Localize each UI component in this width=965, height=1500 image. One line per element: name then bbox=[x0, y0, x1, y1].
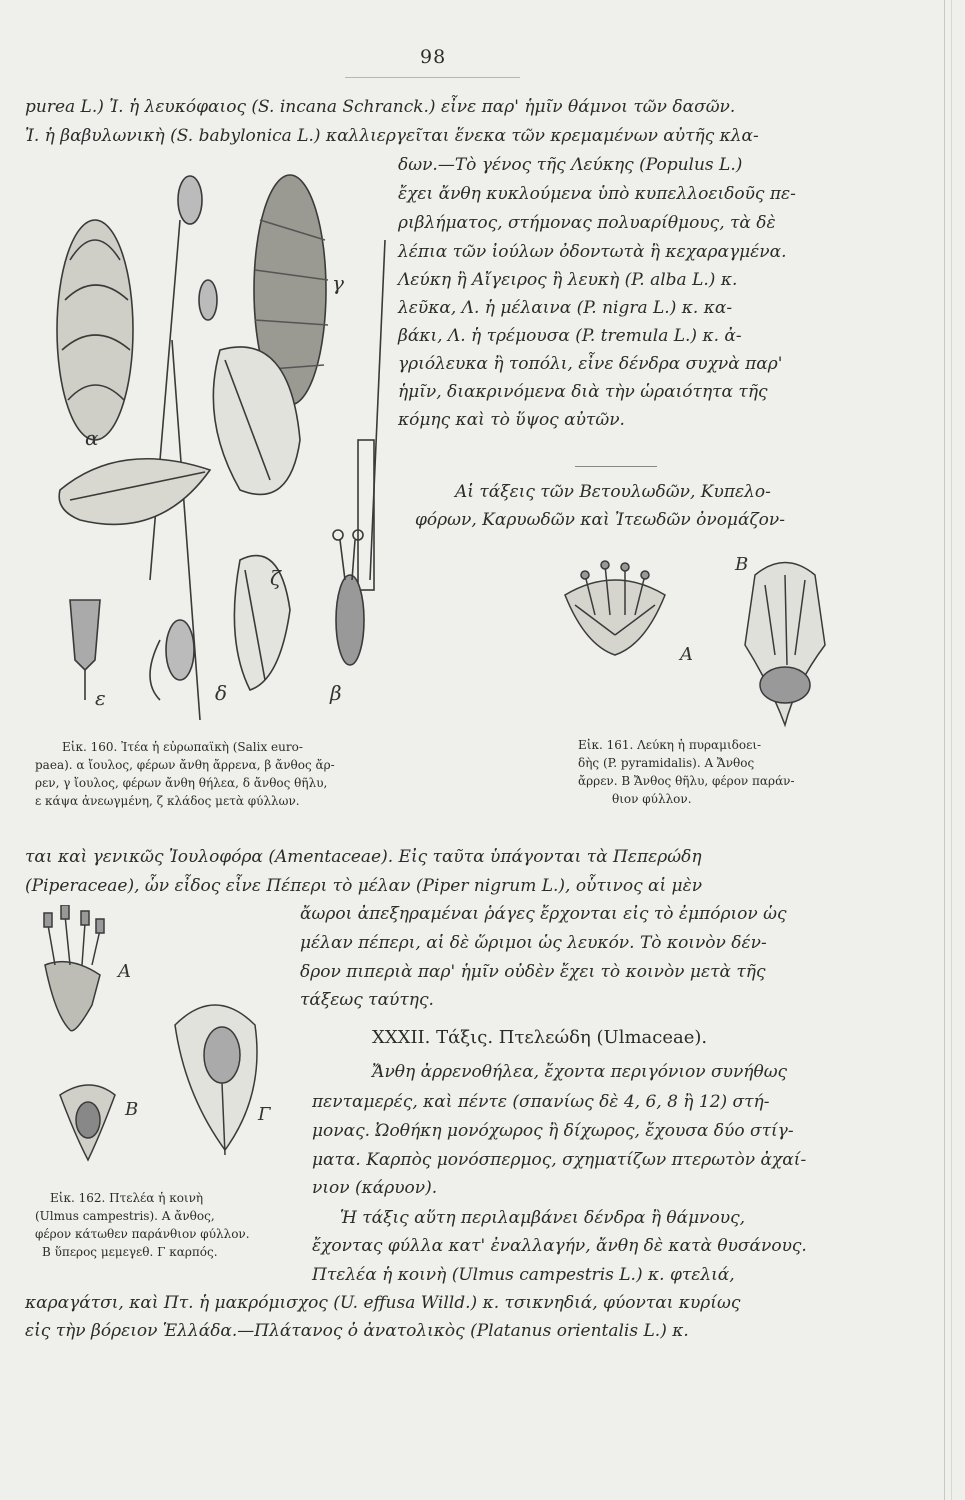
text-line: δρον πιπεριὰ παρ' ἡμῖν οὐδὲν ἔχει τὸ κοινὸν μετὰ τῆς bbox=[300, 962, 766, 982]
figure-label: Α bbox=[118, 961, 131, 982]
text-line: Λεύκη ἢ Αἴγειρος ἢ λευκὴ (P. alba L.) κ. bbox=[398, 270, 738, 290]
text-line: Ἄνθη ἀρρενοθήλεα, ἔχοντα περιγόνιον συνήθως bbox=[372, 1062, 788, 1082]
text-line: ἔχει ἄνθη κυκλούμενα ὑπὸ κυπελλοειδοῦς πε- bbox=[398, 184, 796, 204]
text-line: ἡμῖν, διακρινόμενα διὰ τὴν ὡραιότητα τῆς bbox=[398, 382, 768, 402]
figure-label: γ bbox=[332, 271, 344, 295]
figure-caption: Β ὕπερος μεμεγεθ. Γ καρπός. bbox=[42, 1245, 218, 1259]
page-number: 98 bbox=[420, 46, 447, 68]
text-line: φόρων, Καρυωδῶν καὶ Ἰτεωδῶν ὀνομάζον- bbox=[415, 510, 785, 530]
section-separator bbox=[575, 466, 657, 467]
text-line: μέλαν πέπερι, αἱ δὲ ὥριμοι ὡς λευκόν. Τὸ κοινὸν δέν- bbox=[300, 933, 767, 953]
text-line: ριβλήματος, στήμονας πολυαρίθμους, τὰ δὲ bbox=[398, 213, 776, 233]
text-line: ται καὶ γενικῶς Ἰουλοφόρα (Amentaceae). Εἰς ταῦτα ὑπάγονται τὰ Πεπερώδη bbox=[25, 847, 702, 867]
figure-label: α bbox=[85, 426, 99, 450]
figure-label: Β bbox=[125, 1099, 139, 1120]
text-line: Ἡ τάξις αὕτη περιλαμβάνει δένδρα ἢ θάμνους, bbox=[340, 1208, 745, 1228]
page-edge-line bbox=[951, 0, 952, 1500]
text-line: νιον (κάρυον). bbox=[312, 1178, 438, 1198]
figure-label: ζ bbox=[270, 566, 281, 590]
text-line: ματα. Καρπὸς μονόσπερμος, σχηματίζων πτερωτὸν ἀχαί- bbox=[312, 1150, 807, 1170]
text-line: πενταμερές, καὶ πέντε (σπανίως δὲ 4, 6, 8 ἢ 12) στή- bbox=[312, 1092, 770, 1112]
header-rule bbox=[345, 77, 520, 78]
text-line: καραγάτσι, καὶ Πτ. ἡ μακρόμισχος (U. effusa Willd.) κ. τσικνηδιά, φύονται κυρίως bbox=[25, 1293, 741, 1313]
text-line: τάξεως ταύτης. bbox=[300, 990, 434, 1010]
text-line: λεῦκα, Λ. ἡ μέλαινα (P. nigra L.) κ. κα- bbox=[398, 298, 733, 318]
figure-label: Α bbox=[680, 644, 693, 665]
text-line: βάκι, Λ. ἡ τρέμουσα (P. tremula L.) κ. ἀ- bbox=[398, 326, 742, 346]
figure-label: Β bbox=[735, 555, 749, 575]
figure-161-populus-illustration bbox=[555, 555, 855, 730]
text-line: κόμης καὶ τὸ ὕψος αὐτῶν. bbox=[398, 410, 625, 430]
figure-caption: ρεν, γ ἴουλος, φέρων ἄνθη θήλεα, δ ἄνθος θῆλυ, bbox=[35, 776, 328, 790]
figure-caption: ἄρρεν. Β Ἄνθος θῆλυ, φέρον παράν- bbox=[578, 774, 795, 788]
text-line: λέπια τῶν ἰούλων ὀδοντωτὰ ἢ κεχαραγμένα. bbox=[398, 242, 787, 262]
text-line: (Piperaceae), ὧν εἶδος εἶνε Πέπερι τὸ μέλαν (Piper nigrum L.), οὗτινος αἱ μὲν bbox=[25, 876, 703, 896]
section-heading: XXXII. Τάξις. Πτελεώδη (Ulmaceae). bbox=[372, 1027, 708, 1048]
text-line: εἰς τὴν βόρειον Ἑλλάδα.—Πλάτανος ὁ ἀνατολικὸς (Platanus orientalis L.) κ. bbox=[25, 1321, 689, 1341]
figure-label: δ bbox=[215, 681, 228, 705]
text-line: μονας. Ὠοθήκη μονόχωρος ἢ δίχωρος, ἔχουσα δύο στίγ- bbox=[312, 1121, 794, 1141]
figure-label: ε bbox=[95, 686, 106, 710]
figure-caption: φέρον κάτωθεν παράνθιον φύλλον. bbox=[35, 1227, 250, 1241]
text-line: Ἰ. ἡ βαβυλωνικὴ (S. babylonica L.) καλλιεργεῖται ἕνεκα τῶν κρεμαμένων αὐτῆς κλα- bbox=[25, 126, 759, 146]
figure-caption: Εἰκ. 160. Ἰτέα ἡ εὐρωπαϊκὴ (Salix euro- bbox=[62, 740, 303, 754]
figure-label: β bbox=[330, 681, 342, 705]
figure-caption: Εἰκ. 162. Πτελέα ἡ κοινὴ bbox=[50, 1191, 204, 1205]
text-line: ἔχοντας φύλλα κατ' ἐναλλαγήν, ἄνθη δὲ κατὰ θυσάνους. bbox=[312, 1236, 807, 1256]
figure-160-salix-illustration bbox=[40, 160, 400, 720]
figure-caption: Εἰκ. 161. Λεύκη ἡ πυραμιδοει- bbox=[578, 738, 762, 752]
figure-caption: ε κάψα ἀνεωγμένη, ζ κλάδος μετὰ φύλλων. bbox=[35, 794, 300, 808]
text-line: δων.—Τὸ γένος τῆς Λεύκης (Populus L.) bbox=[398, 155, 743, 175]
figure-caption: paea). α ἴουλος, φέρων ἄνθη ἄρρενα, β ἄνθος ἄρ- bbox=[35, 758, 335, 772]
figure-162-ulmus-illustration bbox=[30, 905, 290, 1185]
text-line: γριόλευκα ἢ τοπόλι, εἶνε δένδρα συχνὰ παρ' bbox=[398, 354, 783, 374]
figure-caption: δὴς (P. pyramidalis). Α Ἄνθος bbox=[578, 756, 755, 770]
text-line: Πτελέα ἡ κοινὴ (Ulmus campestris L.) κ. φτελιά, bbox=[312, 1265, 735, 1285]
text-line: ἄωροι ἀπεξηραμέναι ῥάγες ἔρχονται εἰς τὸ ἐμπόριον ὡς bbox=[300, 904, 787, 924]
figure-caption: θιον φύλλον. bbox=[612, 792, 692, 806]
figure-label: Γ bbox=[258, 1104, 271, 1125]
text-line: Αἱ τάξεις τῶν Βετουλωδῶν, Κυπελο- bbox=[455, 482, 771, 502]
text-line: purea L.) Ἰ. ἡ λευκόφαιος (S. incana Schranck.) εἶνε παρ' ἡμῖν θάμνοι τῶν δασῶν. bbox=[25, 97, 736, 117]
page-edge-line bbox=[944, 0, 945, 1500]
figure-caption: (Ulmus campestris). Α ἄνθος, bbox=[35, 1209, 215, 1223]
